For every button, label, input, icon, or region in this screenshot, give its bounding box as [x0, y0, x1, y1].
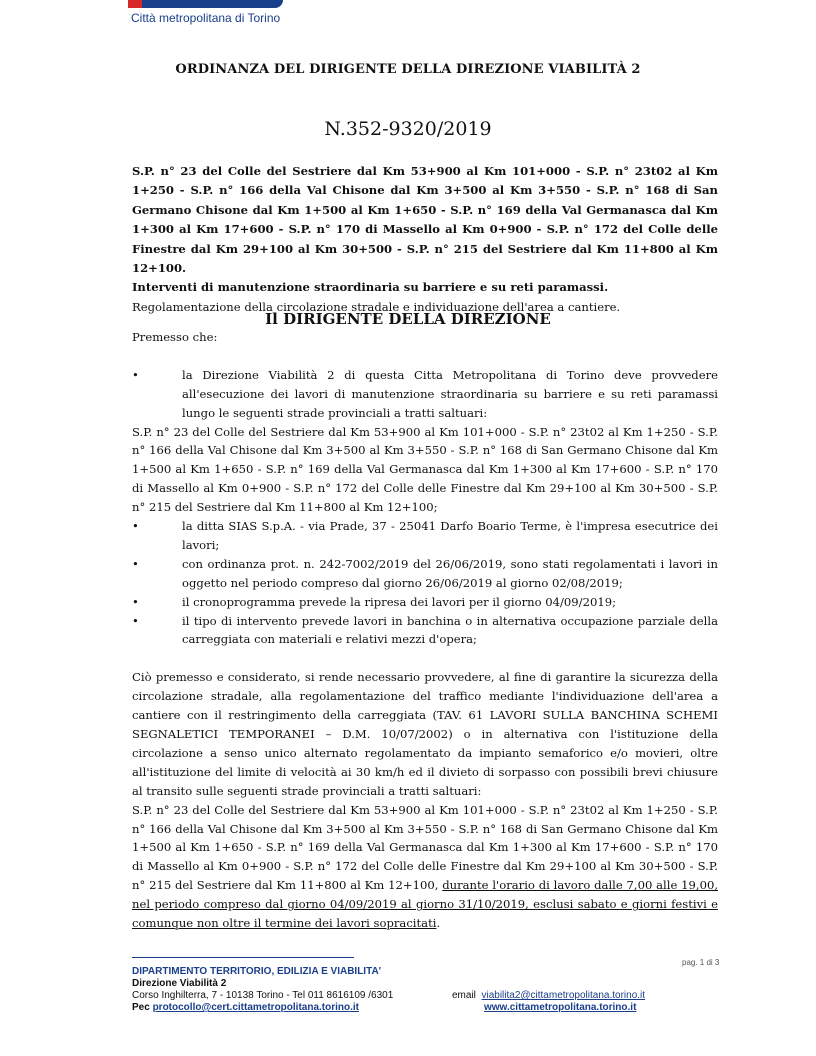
footer-address: Corso Inghilterra, 7 - 10138 Torino - Tel 011 8616109 /6301 [132, 990, 394, 1001]
list-item [132, 366, 718, 423]
roads-list: S.P. n° 23 del Colle del Sestriere dal Km 53+900 al Km 101+000 - S.P. n° 23t02 al Km 1+250 - S.P. n° 166 della Val Chisone dal Km 3+500 al Km 3+550 - S.P. n° 168 di San Germano Chisone dal Km 1+500 al Km 1+650 - S.P. n° 169 della Val Germanasca dal Km 1+300 al Km 17+600 - S.P. n° 170 di Massello al Km 0+900 - S.P. n° 172 del Colle delle Finestre dal Km 29+100 al Km 30+500 - S.P. n° 215 del Sestriere dal Km 11+800 al Km 12+100; [132, 424, 718, 515]
director-title: Il DIRIGENTE DELLA DIREZIONE [265, 310, 551, 328]
list-item [132, 593, 718, 612]
website-link[interactable]: www.cittametropolitana.torino.it [484, 1002, 637, 1013]
bullet-text: il tipo di intervento prevede lavori in banchina o in alternativa occupazione parziale della carreggiata con materiali e relativi mezzi d'opera; [182, 613, 718, 647]
footer-department: DIPARTIMENTO TERRITORIO, EDILIZIA E VIABILITA' [132, 966, 382, 977]
final-roads: S.P. n° 23 del Colle del Sestriere dal Km 53+900 al Km 101+000 - S.P. n° 23t02 al Km 1+250 - S.P. n° 166 della Val Chisone dal Km 3+500 al Km 3+550 - S.P. n° 168 di San Germano Chisone dal Km 1+500 al Km 1+650 - S.P. n° 169 della Val Germanasca dal Km 1+300 al Km 17+600 - S.P. n° 170 di Massello al Km 0+900 - S.P. n° 172 del Colle delle Finestre dal Km 29+100 al Km 30+500 - S.P. n° 215 del Sestriere dal Km 11+800 al Km 12+100, [132, 802, 718, 893]
premise-label: Premesso che: [132, 330, 218, 344]
bullet-text: la ditta SIAS S.p.A. - via Prade, 37 - 25041 Darfo Boario Terme, è l'impresa esecutrice dei lavori; [182, 519, 718, 552]
pec-label: Pec [132, 1002, 150, 1013]
logo-red-mark [128, 0, 142, 8]
logo [0, 0, 300, 30]
list-item [132, 517, 718, 555]
bullet-glyph: • [132, 367, 139, 382]
ordinance-number: N.352-9320/2019 [324, 118, 492, 140]
bullet-glyph: • [132, 594, 139, 609]
footer-email [452, 990, 645, 1002]
body-text [132, 328, 718, 933]
list-item [132, 555, 718, 593]
subject-regulation: Regolamentazione della circolazione stradale e individuazione dell'area a cantiere. [132, 299, 621, 314]
bullet-text: la Direzione Viabilità 2 di questa Citta Metropolitana di Torino deve provvedere all'esecuzione dei lavori di manutenzione straordinaria su barriere e su reti paramassi lungo le seguenti strade provinciali a tratti saltuari: [182, 367, 718, 420]
subject-block [132, 162, 718, 317]
final-paragraph [132, 801, 718, 933]
list-item [132, 612, 718, 650]
bullet-text: con ordinanza prot. n. 242-7002/2019 del 26/06/2019, sono stati regolamentati i lavori in oggetto nel periodo compreso dal giorno 26/06/2019 al giorno 02/08/2019; [182, 556, 718, 590]
bullet-text: il cronoprogramma prevede la ripresa dei lavori per il giorno 04/09/2019; [182, 594, 616, 609]
bullet-glyph: • [132, 556, 139, 571]
logo-banner [128, 0, 283, 8]
document-title: ORDINANZA DEL DIRIGENTE DELLA DIREZIONE VIABILITÀ 2 [175, 62, 641, 77]
bullet-glyph: • [132, 613, 139, 628]
footer-direction: Direzione Viabilità 2 [132, 978, 227, 989]
considered-paragraph: Ciò premesso e considerato, si rende necessario provvedere, al fine di garantire la sicurezza della circolazione stradale, alla regolamentazione del traffico mediante l'individuazione dell'area a cantiere con il restringimento della carreggiata (TAV. 61 LAVORI SULLA BANCHINA SCHEMI SEGNALETICI TEMPORANEI – D.M. 10/07/2002) o in alternativa con l'istituzione della circolazione a senso unico alternato regolamentato da impianto semaforico e/o movieri, oltre all'istituzione del limite di velocità ai 30 km/h ed il divieto di sorpasso con possibili brevi chiusure al transito sulle seguenti strade provinciali a tratti saltuari: [132, 670, 718, 798]
final-period: durante l'orario di lavoro dalle 7,00 alle 19,00, nel periodo compreso dal giorno 04/09/2019 al giorno 31/10/2019, esclusi sabato e giorni festivi e comunque non oltre il termine dei lavori sopracitati [132, 878, 719, 931]
email-link[interactable]: viabilita2@cittametropolitana.torino.it [481, 990, 646, 1001]
bullet-glyph: • [132, 519, 139, 534]
page-number: pag. 1 di 3 [682, 958, 720, 967]
logo-subtitle: Città metropolitana di Torino [131, 11, 281, 25]
email-label: email [452, 990, 476, 1001]
footer [132, 966, 393, 1014]
subject-roads: S.P. n° 23 del Colle del Sestriere dal Km 53+900 al Km 101+000 - S.P. n° 23t02 al Km 1+250 - S.P. n° 166 della Val Chisone dal Km 3+500 al Km 3+550 - S.P. n° 168 di San Germano Chisone dal Km 1+500 al Km 1+650 - S.P. n° 169 della Val Germanasca dal Km 1+300 al Km 17+600 - S.P. n° 170 di Massello al Km 0+900 - S.P. n° 172 del Colle delle Finestre dal Km 29+100 al Km 30+500 - S.P. n° 215 del Sestriere dal Km 11+800 al Km 12+100. [132, 164, 718, 276]
footer-divider [132, 957, 354, 958]
pec-link[interactable]: protocollo@cert.cittametropolitana.torino.it [152, 1002, 360, 1013]
final-end: . [436, 916, 441, 931]
subject-works: Interventi di manutenzione straordinaria su barriere e su reti paramassi. [132, 280, 609, 295]
